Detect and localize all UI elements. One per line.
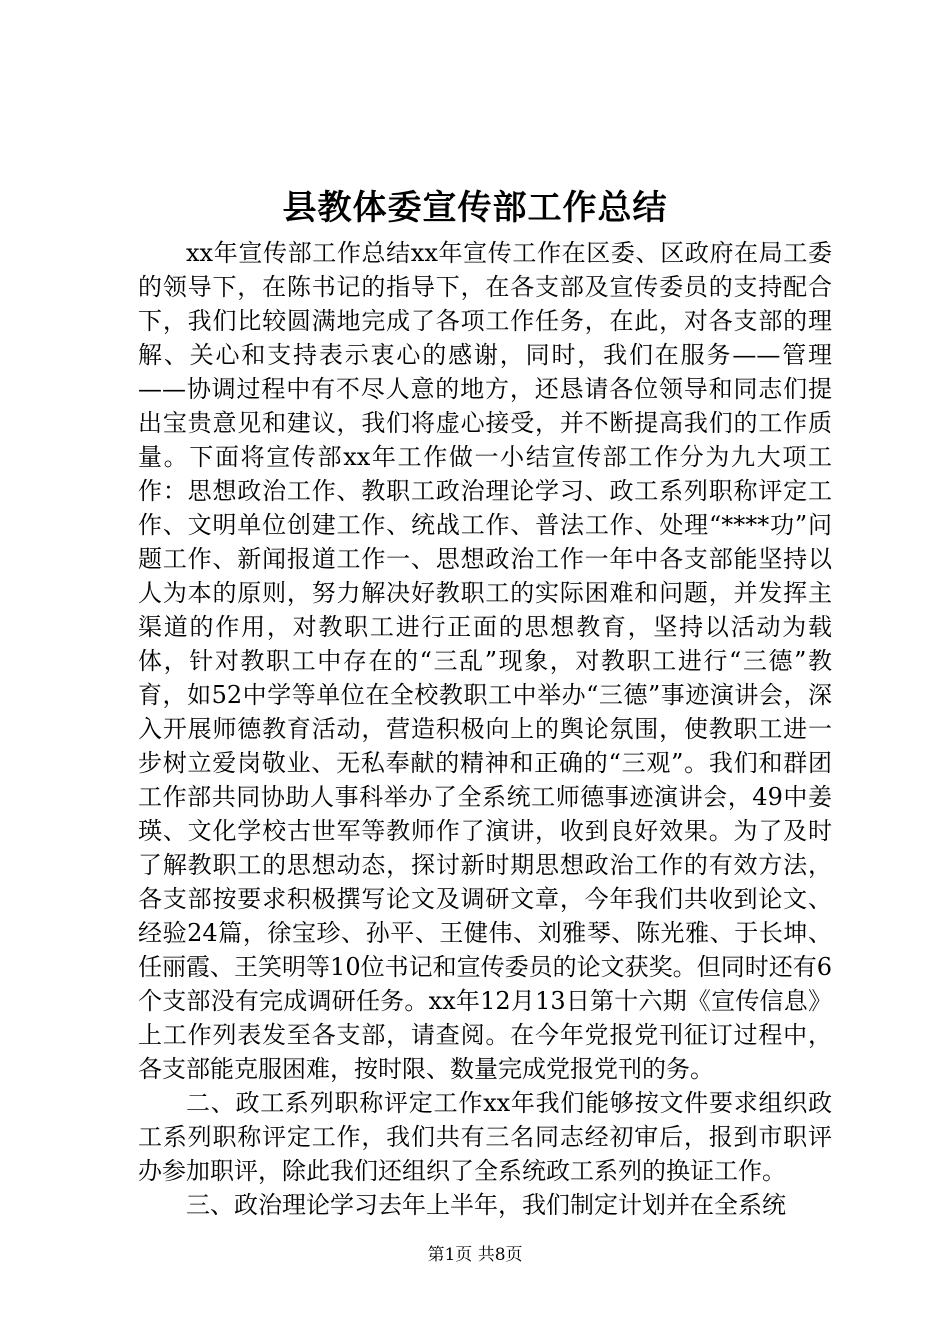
paragraph-1: xx年宣传部工作总结xx年宣传工作在区委、区政府在局工委的领导下，在陈书记的指导下，在各支部及宣传委员的支持配合下，我们比较圆满地完成了各项工作任务，在此，对各支部的理解、关心和支持表示衷心的感谢，同时，我们在服务——管理——协调过程中有不尽人意的地方，还恳请各位领导和同志们提出宝贵意见和建议，我们将虚心接受，并不断提高我们的工作质量。下面将宣传部xx年工作做一小结宣传部工作分为九大项工作：思想政治工作、教职工政治理论学习、政工系列职称评定工作、文明单位创建工作、统战工作、普法工作、处理“****功”问题工作、新闻报道工作一、思想政治工作一年中各支部能坚持以人为本的原则，努力解决好教职工的实际困难和问题，并发挥主渠道的作用，对教职工进行正面的思想教育，坚持以活动为载体，针对教职工中存在的“三乱”现象，对教职工进行“三德”教育，如52中学等单位在全校教职工中举办“三德”事迹演讲会，深入开展师德教育活动，营造积极向上的舆论氛围，使教职工进一步树立爱岗敬业、无私奉献的精神和正确的“三观”。我们和群团工作部共同协助人事科举办了全系统工师德事迹演讲会，49中姜瑛、文化学校古世军等教师作了演讲，收到良好效果。为了及时了解教职工的思想动态，探讨新时期思想政治工作的有效方法，各支部按要求积极撰写论文及调研文章，今年我们共收到论文、经验24篇，徐宝珍、孙平、王健伟、刘雅琴、陈光雅、于长坤、任丽霞、王笑明等10位书记和宣传委员的论文获奖。但同时还有6个支部没有完成调研任务。xx年12月13日第十六期《宣传信息》上工作列表发至各支部，请查阅。在今年党报党刊征订过程中，各支部能克服困难，按时限、数量完成党报党刊的务。 bbox=[138, 239, 832, 1083]
document-title: 县教体委宣传部工作总结 bbox=[282, 188, 668, 228]
paragraph-3: 三、政治理论学习去年上半年，我们制定计划并在全系统 bbox=[186, 1191, 786, 1219]
paragraph-2: 二、政工系列职称评定工作xx年我们能够按文件要求组织政工系列职称评定工作，我们共有三名同志经初审后，报到市职评办参加职评，除此我们还组织了全系统政工系列的换证工作。 bbox=[138, 1089, 832, 1185]
page-number-footer: 第1页 共8页 bbox=[427, 1245, 523, 1265]
document-body bbox=[138, 236, 832, 1222]
